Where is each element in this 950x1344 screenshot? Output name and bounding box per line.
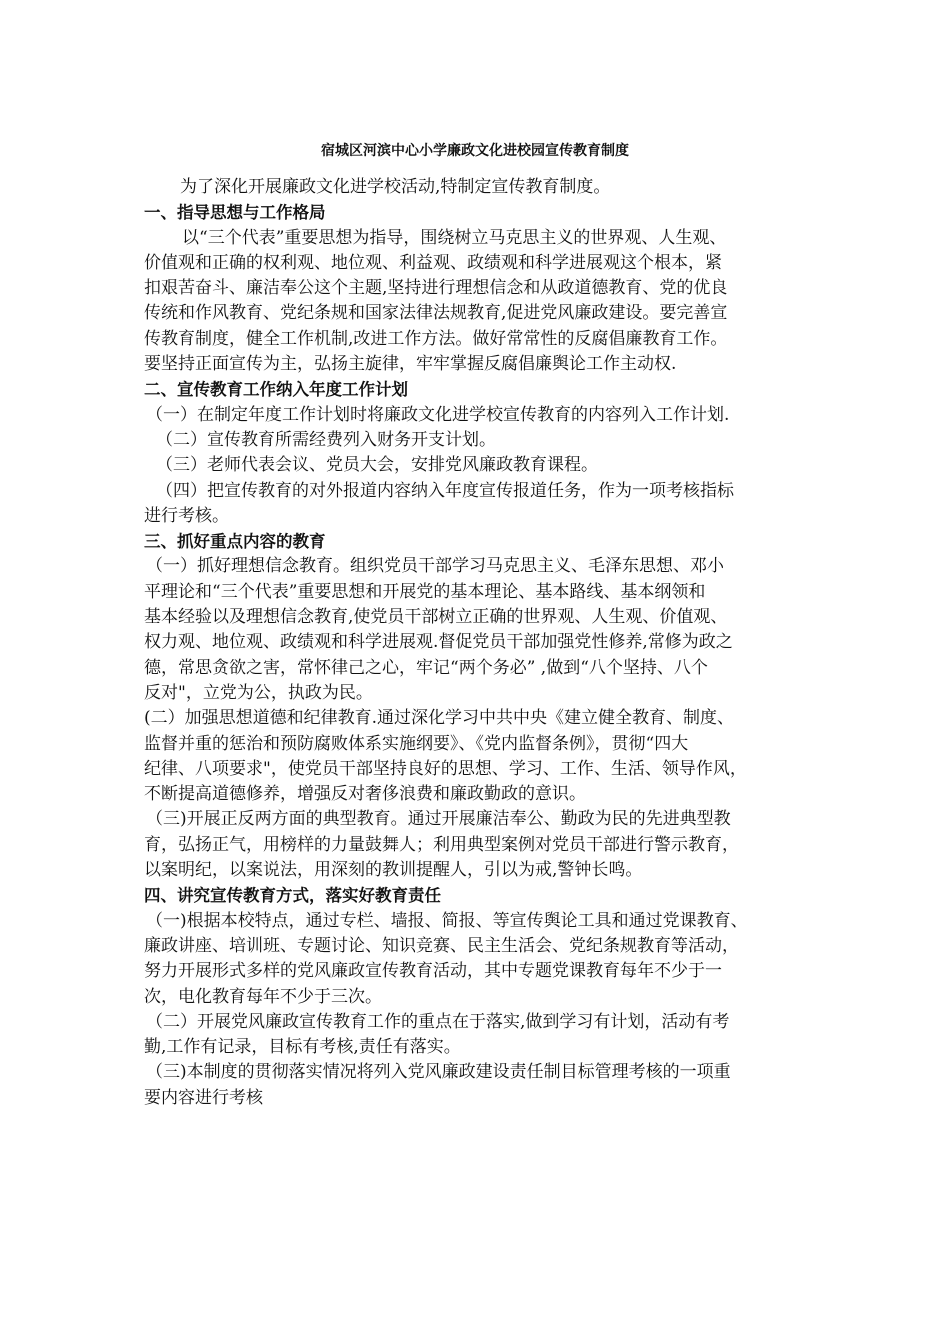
section-heading: 三、抓好重点内容的教育	[144, 532, 326, 552]
section-heading: 一、指导思想与工作格局	[144, 203, 326, 223]
text-line: 勤,工作有记录，目标有考核,责任有落实。	[144, 1037, 461, 1058]
section-heading: 二、宣传教育工作纳入年度工作计划	[144, 380, 408, 400]
text-line: 传统和作风教育、党纪条规和国家法律法规教育,促进党风廉政建设。要完善宣	[144, 303, 728, 324]
text-line: (二）加强思想道德和纪律教育.通过深化学习中共中央《建立健全教育、制度、	[144, 708, 735, 729]
section-heading: 四、讲究宣传教育方式，落实好教育责任	[144, 886, 441, 906]
document-title: 宿城区河滨中心小学廉政文化进校园宣传教育制度	[321, 143, 629, 159]
text-line: 进行考核。	[144, 505, 229, 526]
text-line: 育，弘扬正气，用榜样的力量鼓舞人；利用典型案例对党员干部进行警示教育，	[144, 834, 739, 855]
text-line: （三)开展正反两方面的典型教育。通过开展廉洁奉公、勤政为民的先进典型教	[146, 809, 731, 830]
text-line: （一)根据本校特点，通过专栏、墙报、简报、等宣传舆论工具和通过党课教育、	[146, 910, 748, 931]
text-line: 以案明纪，以案说法，用深刻的教训提醒人，引以为戒,警钟长鸣。	[144, 860, 643, 881]
text-line: 价值观和正确的权利观、地位观、利益观、政绩观和科学进展观这个根本，紧	[144, 252, 722, 273]
text-line: （一）在制定年度工作计划时将廉政文化进学校宣传教育的内容列入工作计划.	[146, 404, 730, 425]
text-line: （二）开展党风廉政宣传教育工作的重点在于落实,做到学习有计划，活动有考	[146, 1011, 730, 1032]
text-line: 平理论和“三个代表”重要思想和开展党的基本理论、基本路线、基本纲领和	[144, 581, 706, 602]
text-line: 不断提高道德修养，增强反对奢侈浪费和廉政勤政的意识。	[144, 784, 586, 805]
text-line: （二）宣传教育所需经费列入财务开支计划。	[156, 429, 496, 450]
text-line: 为了深化开展廉政文化进学校活动,特制定宣传教育制度。	[180, 177, 611, 197]
text-line: （三)本制度的贯彻落实情况将列入党风廉政建设责任制目标管理考核的一项重	[146, 1062, 731, 1083]
text-line: 纪律、八项要求"，使党员干部坚持良好的思想、学习、工作、生活、领导作风，	[144, 758, 747, 779]
document-body	[144, 175, 824, 1111]
text-line: 以“三个代表”重要思想为指导，围绕树立马克思主义的世界观、人生观、	[182, 227, 727, 248]
text-line: （一）抓好理想信念教育。组织党员干部学习马克思主义、毛泽东思想、邓小	[146, 556, 724, 577]
text-line: 权力观、地位观、政绩观和科学进展观.督促党员干部加强党性修养,常修为政之	[144, 632, 733, 653]
text-line: 努力开展形式多样的党风廉政宣传教育活动，其中专题党课教育每年不少于一	[144, 961, 722, 982]
text-line: 传教育制度，健全工作机制,改进工作方法。做好常常性的反腐倡廉教育工作。	[144, 328, 728, 349]
text-line: 监督并重的惩治和预防腐败体系实施纲要》、《党内监督条例》，贯彻“四大	[144, 733, 689, 754]
text-line: （四）把宣传教育的对外报道内容纳入年度宣传报道任务，作为一项考核指标	[156, 480, 734, 501]
text-line: 德，常思贪欲之害，常怀律己之心，牢记“两个务必” ,做到“八个坚持、八个	[144, 657, 708, 678]
text-line: 要坚持正面宣传为主，弘扬主旋律，牢牢掌握反腐倡廉舆论工作主动权.	[144, 354, 677, 375]
text-line: 次，电化教育每年不少于三次。	[144, 986, 382, 1007]
text-line: 要内容进行考核	[144, 1087, 263, 1108]
text-line: 扣艰苦奋斗、廉洁奉公这个主题,坚持进行理想信念和从政道德教育、党的优良	[144, 278, 728, 299]
text-line: 廉政讲座、培训班、专题讨论、知识竞赛、民主生活会、党纪条规教育等活动，	[144, 935, 739, 956]
text-line: （三）老师代表会议、党员大会，安排党风廉政教育课程。	[156, 455, 598, 476]
text-line: 反对"，立党为公，执政为民。	[144, 682, 373, 703]
text-line: 基本经验以及理想信念教育,使党员干部树立正确的世界观、人生观、价值观、	[144, 607, 728, 628]
